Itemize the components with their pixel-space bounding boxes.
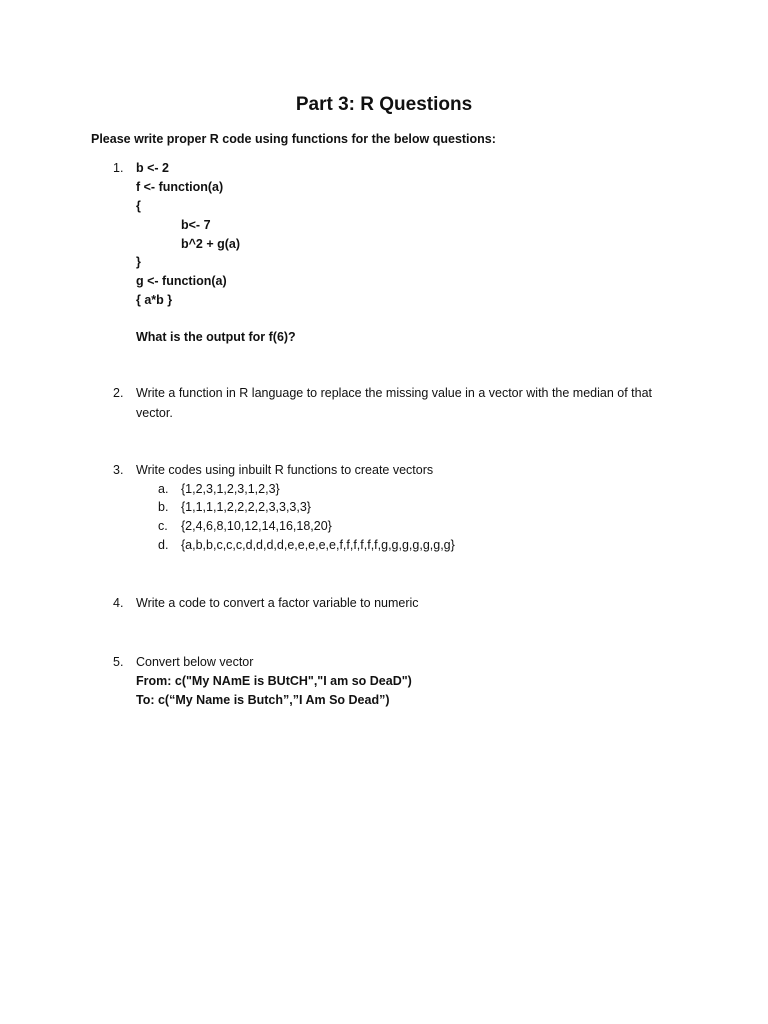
question-2-number: 2. (113, 386, 124, 400)
q1-code-line: g <- function(a) (136, 274, 227, 288)
q1-code-line: } (136, 255, 141, 269)
q5-to-line: To: c(“My Name is Butch”,”I Am So Dead”) (136, 693, 390, 707)
q5-text: Convert below vector (136, 655, 254, 669)
question-3-number: 3. (113, 463, 124, 477)
q3-item-letter: b. (158, 500, 169, 514)
q1-code-line: b^2 + g(a) (181, 237, 241, 251)
question-5-number: 5. (113, 655, 124, 669)
q3-item-letter: d. (158, 538, 169, 552)
q1-code-line: b<- 7 (181, 218, 211, 232)
q3-item-letter: c. (158, 519, 168, 533)
q1-code-line: b <- 2 (136, 161, 169, 175)
question-1-number: 1. (113, 161, 124, 175)
q1-question-text: What is the output for f(6)? (136, 330, 296, 344)
question-4-number: 4. (113, 596, 124, 610)
q1-code-line: f <- function(a) (136, 180, 224, 194)
q3-item-text: {1,1,1,1,2,2,2,2,3,3,3,3} (181, 500, 311, 514)
q3-item-letter: a. (158, 482, 169, 496)
q1-code-line: { a*b } (136, 293, 173, 307)
q1-code-line: { (136, 199, 141, 213)
q3-item-text: {a,b,b,c,c,c,d,d,d,d,e,e,e,e,e,f,f,f,f,f,f,g,g,g,g,g,g,g} (181, 538, 455, 552)
q2-text-line-1: Write a function in R language to replace the missing value in a vector with the median of that (136, 386, 653, 400)
q4-text: Write a code to convert a factor variable to numeric (136, 596, 419, 610)
q3-text: Write codes using inbuilt R functions to create vectors (136, 463, 434, 477)
q5-from-line: From: c("My NAmE is BUtCH","I am so DeaD") (136, 674, 412, 688)
intro-text: Please write proper R code using functions for the below questions: (91, 132, 496, 146)
q3-item-text: {2,4,6,8,10,12,14,16,18,20} (181, 519, 332, 533)
q2-text-line-2: vector. (136, 406, 173, 420)
page-title: Part 3: R Questions (295, 94, 473, 115)
q3-item-text: {1,2,3,1,2,3,1,2,3} (181, 482, 280, 496)
